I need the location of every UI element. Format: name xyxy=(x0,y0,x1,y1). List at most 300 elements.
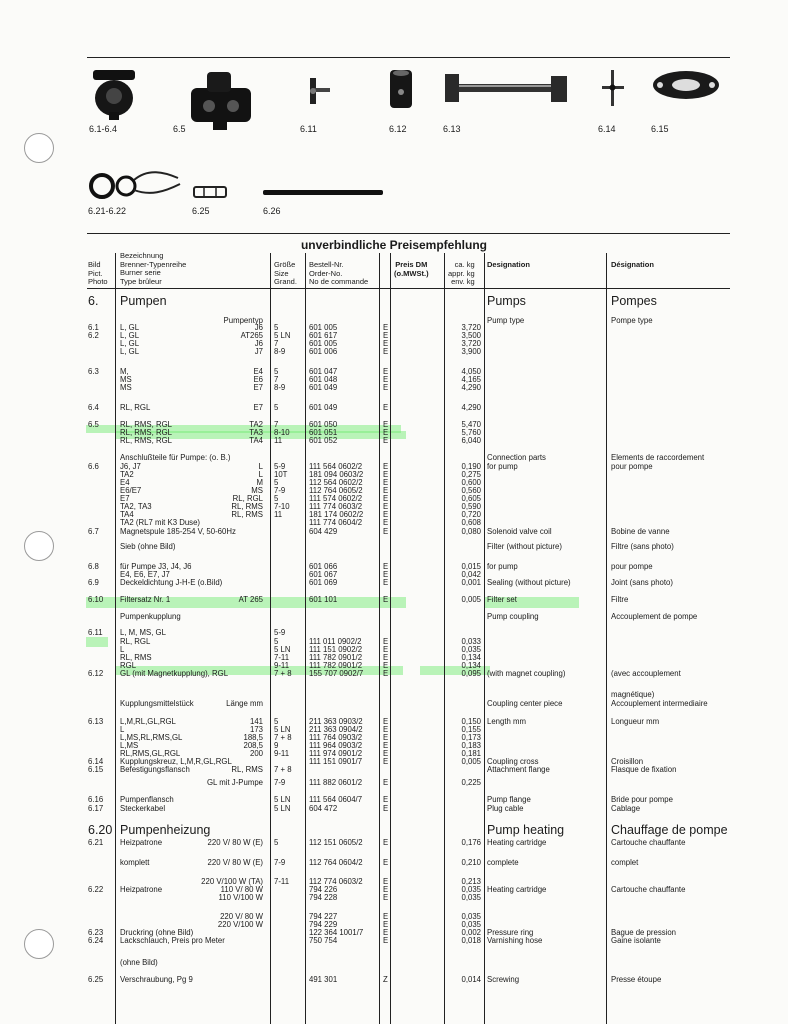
col-header-order: Bestell-Nr. Order-No. No de commande xyxy=(309,260,369,287)
type-spec: E6 xyxy=(253,375,263,384)
weight: 0,134 xyxy=(461,661,481,670)
size: 5 LN xyxy=(274,795,291,804)
order-number: 601 069 xyxy=(309,578,338,587)
col-header-price: Preis DM (o.MWSt.) xyxy=(394,260,429,278)
size: 5 LN xyxy=(274,645,291,654)
designation-fr: Joint (sans photo) xyxy=(611,578,673,587)
size: 7 xyxy=(274,375,279,384)
weight: 0,035 xyxy=(461,885,481,894)
column-divider xyxy=(305,253,306,1024)
designation-en: Connection parts xyxy=(487,453,546,462)
designation-fr: Presse étoupe xyxy=(611,975,662,984)
designation-fr: Longueur mm xyxy=(611,717,660,726)
description: Befestigungsflansch xyxy=(120,765,190,774)
size: 7 + 8 xyxy=(274,669,292,678)
price-code: E xyxy=(383,403,389,412)
size: 5 xyxy=(274,403,279,412)
designation-fr: Accouplement intermediaire xyxy=(611,699,708,708)
order-number: 111 882 0601/2 xyxy=(309,778,363,787)
image-caption: 6.13 xyxy=(443,124,461,134)
item-number: 6.15 xyxy=(88,765,104,774)
price-code: E xyxy=(383,486,389,495)
size: 9 xyxy=(274,741,279,750)
size: 5-9 xyxy=(274,462,286,471)
weight: 3,720 xyxy=(461,339,481,348)
coupling-center-icon xyxy=(387,66,415,112)
order-number: 111 574 0602/2 xyxy=(309,494,363,503)
description: L, GL xyxy=(120,323,140,332)
description: RGL xyxy=(120,661,137,670)
weight: 0,210 xyxy=(461,858,481,867)
size: 7-11 xyxy=(274,877,290,886)
header-top-rule xyxy=(87,233,730,234)
description: Kupplungskreuz, L,M,R,GL,RGL xyxy=(120,757,232,766)
price-code: E xyxy=(383,637,389,646)
designation-fr: magnétique) xyxy=(611,690,655,699)
designation-fr: Bobine de vanne xyxy=(611,527,670,536)
weight: 0,134 xyxy=(461,653,481,662)
price-code: E xyxy=(383,645,389,654)
price-code: E xyxy=(383,661,389,670)
price-code: E xyxy=(383,733,389,742)
item-number: 6.22 xyxy=(88,885,104,894)
order-number: 112 151 0605/2 xyxy=(309,838,363,847)
order-number: 112 564 0602/2 xyxy=(309,478,363,487)
description: M, xyxy=(120,367,129,376)
designation-en: Plug cable xyxy=(487,804,524,813)
image-caption: 6.26 xyxy=(263,206,281,216)
designation-en: Solenoid valve coil xyxy=(487,527,552,536)
item-number: 6.3 xyxy=(88,367,99,376)
description: E6/E7 xyxy=(120,486,142,495)
description: Sieb (ohne Bild) xyxy=(120,542,176,551)
order-number: 111 564 0604/7 xyxy=(309,795,363,804)
image-caption: 6.21-6.22 xyxy=(88,206,127,216)
size: 7-9 xyxy=(274,486,286,495)
weight: 0,608 xyxy=(461,518,481,527)
price-code: E xyxy=(383,893,389,902)
designation-en: Filter (without picture) xyxy=(487,542,562,551)
type-spec: 220 V/100 W (TA) xyxy=(201,877,263,886)
size: 9-11 xyxy=(274,661,290,670)
item-number: 6.2 xyxy=(88,331,99,340)
price-code: E xyxy=(383,562,389,571)
order-number: 601 066 xyxy=(309,562,338,571)
image-caption: 6.11 xyxy=(300,124,317,134)
type-spec: 173 xyxy=(249,725,263,734)
designation-fr: pour pompe xyxy=(611,462,653,471)
col-header-kg: ca. kg appr. kg env. kg xyxy=(448,260,475,287)
col-header-size: Größe Size Grand. xyxy=(274,260,297,287)
description: Pumpenkupplung xyxy=(120,612,181,621)
weight: 0,560 xyxy=(461,486,481,495)
header-bottom-rule xyxy=(87,288,730,289)
order-number: 181 094 0603/2 xyxy=(309,470,364,479)
description: RL, RGL xyxy=(120,637,151,646)
size: 5 xyxy=(274,494,279,503)
type-spec: 220 V/ 80 W (E) xyxy=(207,838,263,847)
size: 8-10 xyxy=(274,428,290,437)
type-spec: 208,5 xyxy=(243,741,263,750)
type-spec: L xyxy=(258,462,263,471)
weight: 5,470 xyxy=(461,420,481,429)
size: 5 LN xyxy=(274,725,291,734)
price-code: E xyxy=(383,778,389,787)
price-code: Z xyxy=(383,975,388,984)
order-number: 601 005 xyxy=(309,339,338,348)
coupling-icon xyxy=(300,76,334,106)
order-number: 794 229 xyxy=(309,920,338,929)
price-code: E xyxy=(383,420,389,429)
type-spec: J6 xyxy=(254,323,263,332)
column-divider xyxy=(606,253,607,1024)
order-number: 601 051 xyxy=(309,428,338,437)
description: E7 xyxy=(120,494,130,503)
weight: 0,035 xyxy=(461,645,481,654)
price-code: E xyxy=(383,795,389,804)
description: E4 xyxy=(120,478,130,487)
type-spec: RL, RMS xyxy=(231,502,263,511)
type-spec: 200 xyxy=(249,749,263,758)
price-code: E xyxy=(383,323,389,332)
item-number: 6.5 xyxy=(88,420,99,429)
description: RL, RMS, RGL xyxy=(120,428,172,437)
designation-en: Pump coupling xyxy=(487,612,539,621)
description: GL (mit Magnetkupplung), RGL xyxy=(120,669,229,678)
price-code: E xyxy=(383,428,389,437)
weight: 3,500 xyxy=(461,331,481,340)
heating-cartridge-icon xyxy=(88,166,183,206)
size: 7-11 xyxy=(274,653,290,662)
weight: 0,033 xyxy=(461,637,481,646)
description: Deckeldichtung J-H-E (o.Bild) xyxy=(120,578,223,587)
size: 11 xyxy=(274,510,283,519)
order-number: 601 049 xyxy=(309,383,338,392)
designation-fr: Bague de pression xyxy=(611,928,677,937)
size: 5 xyxy=(274,717,279,726)
order-number: 111 774 0604/2 xyxy=(309,518,363,527)
price-code: E xyxy=(383,749,389,758)
designation-en: Length mm xyxy=(487,717,527,726)
designation-en: complete xyxy=(487,858,519,867)
item-number: 6.6 xyxy=(88,462,99,471)
designation-fr: pour pompe xyxy=(611,562,653,571)
description: Steckerkabel xyxy=(120,804,166,813)
item-number: 6.9 xyxy=(88,578,99,587)
column-divider xyxy=(115,253,116,1024)
designation-fr: (avec accouplement xyxy=(611,669,681,678)
designation-fr: Croisillon xyxy=(611,757,644,766)
weight: 0,015 xyxy=(461,562,481,571)
price-code: E xyxy=(383,383,389,392)
type-spec: 220 V/100 W xyxy=(217,920,263,929)
description: Kupplungsmittelstück xyxy=(120,699,194,708)
price-code: E xyxy=(383,920,389,929)
size: 9-11 xyxy=(274,749,290,758)
type-spec: RL, RMS xyxy=(231,765,263,774)
hose-icon xyxy=(263,188,383,198)
description: Anschlußteile für Pumpe: (o. B.) xyxy=(120,453,231,462)
designation-fr: Cartouche chauffante xyxy=(611,838,686,847)
size: 5 xyxy=(274,367,279,376)
designation-fr: Filtre (sans photo) xyxy=(611,542,674,551)
image-caption: 6.5 xyxy=(173,124,186,134)
punch-hole xyxy=(24,929,54,959)
weight: 4,165 xyxy=(461,375,481,384)
order-number: 601 052 xyxy=(309,436,338,445)
weight: 0,183 xyxy=(461,741,481,750)
type-spec: 220 V/ 80 W xyxy=(220,912,263,921)
order-number: 601 048 xyxy=(309,375,338,384)
price-code: E xyxy=(383,510,389,519)
order-number: 111 151 0902/2 xyxy=(309,645,363,654)
description: Heizpatrone xyxy=(120,885,163,894)
description: TA2 (RL7 mit K3 Duse) xyxy=(120,518,201,527)
price-code: E xyxy=(383,578,389,587)
description: L, GL xyxy=(120,347,140,356)
weight: 0,720 xyxy=(461,510,481,519)
weight: 0,014 xyxy=(461,975,481,984)
description: RL, RMS xyxy=(120,653,152,662)
description: Filtersatz Nr. 1 xyxy=(120,595,171,604)
punch-hole xyxy=(24,531,54,561)
order-number: 211 363 0904/2 xyxy=(309,725,363,734)
price-code: E xyxy=(383,838,389,847)
price-code: E xyxy=(383,741,389,750)
weight: 0,150 xyxy=(461,717,481,726)
weight: 0,001 xyxy=(461,578,481,587)
description: Pumpenflansch xyxy=(120,795,174,804)
item-number: 6. xyxy=(88,294,99,308)
order-number: 111 782 0901/2 xyxy=(309,653,363,662)
designation-en: Pump type xyxy=(487,316,525,325)
designation-fr: Flasque de fixation xyxy=(611,765,677,774)
weight: 0,275 xyxy=(461,470,481,479)
designation-fr: complet xyxy=(611,858,639,867)
description: RL, RMS, RGL xyxy=(120,420,172,429)
type-spec: Länge mm xyxy=(226,699,263,708)
size: 5 LN xyxy=(274,804,291,813)
weight: 5,760 xyxy=(461,428,481,437)
column-divider xyxy=(484,253,485,1024)
coupling-cross-icon xyxy=(598,68,628,108)
weight: 0,018 xyxy=(461,936,481,945)
description: RL, RGL xyxy=(120,403,151,412)
type-spec: 110 V/100 W xyxy=(218,893,263,902)
image-caption: 6.14 xyxy=(598,124,616,134)
item-number: 6.4 xyxy=(88,403,99,412)
weight: 0,035 xyxy=(461,912,481,921)
price-code: E xyxy=(383,858,389,867)
weight: 0,042 xyxy=(461,570,481,579)
type-spec: E7 xyxy=(253,403,263,412)
designation-en: Varnishing hose xyxy=(487,936,543,945)
designation-en: for pump xyxy=(487,462,518,471)
weight: 0,095 xyxy=(461,669,481,678)
type-spec: 141 xyxy=(249,717,263,726)
top-rule xyxy=(87,57,730,58)
designation-fr: Bride pour pompe xyxy=(611,795,673,804)
description: Heizpatrone xyxy=(120,838,163,847)
type-spec: 188,5 xyxy=(243,733,263,742)
size: 8-9 xyxy=(274,347,286,356)
type-spec: RL, RGL xyxy=(232,494,263,503)
order-number: 155 707 0902/7 xyxy=(309,669,364,678)
highlight-mark xyxy=(86,637,108,647)
weight: 0,080 xyxy=(461,527,481,536)
description: Lackschlauch, Preis pro Meter xyxy=(120,936,225,945)
size: 7 xyxy=(274,420,279,429)
weight: 3,720 xyxy=(461,323,481,332)
order-number: 122 364 1001/7 xyxy=(309,928,364,937)
description: TA2 xyxy=(120,470,134,479)
order-number: 794 226 xyxy=(309,885,338,894)
price-code: E xyxy=(383,436,389,445)
weight: 0,605 xyxy=(461,494,481,503)
weight: 0,225 xyxy=(461,778,481,787)
size: 5-9 xyxy=(274,628,286,637)
designation-fr: Cablage xyxy=(611,804,641,813)
size: 8-9 xyxy=(274,383,286,392)
size: 5 LN xyxy=(274,331,291,340)
type-spec: J7 xyxy=(254,347,263,356)
order-number: 112 764 0605/2 xyxy=(309,486,363,495)
designation-en: Heating cartridge xyxy=(487,885,547,894)
designation-en: Pressure ring xyxy=(487,928,534,937)
description: komplett xyxy=(120,858,150,867)
item-number: 6.13 xyxy=(88,717,104,726)
order-number: 111 964 0903/2 xyxy=(309,741,363,750)
order-number: 111 974 0901/2 xyxy=(309,749,363,758)
order-number: 111 564 0602/2 xyxy=(309,462,363,471)
type-spec: Pumpentyp xyxy=(223,316,263,325)
price-code: E xyxy=(383,339,389,348)
weight: 4,290 xyxy=(461,403,481,412)
designation-fr: Accouplement de pompe xyxy=(611,612,698,621)
price-code: E xyxy=(383,367,389,376)
designation-en: Coupling center piece xyxy=(487,699,563,708)
price-code: E xyxy=(383,570,389,579)
description: L xyxy=(120,725,125,734)
description: MS xyxy=(120,375,132,384)
description: E4, E6, E7, J7 xyxy=(120,570,170,579)
page-title: unverbindliche Preisempfehlung xyxy=(300,238,488,252)
type-spec: TA2 xyxy=(249,420,263,429)
size: 11 xyxy=(274,436,283,445)
size: 5 xyxy=(274,838,279,847)
order-number: 601 006 xyxy=(309,347,338,356)
order-number: 601 067 xyxy=(309,570,338,579)
description: L, GL xyxy=(120,339,140,348)
pump-icon xyxy=(189,70,253,132)
order-number: 181 174 0602/2 xyxy=(309,510,364,519)
order-number: 601 050 xyxy=(309,420,338,429)
size: 7-10 xyxy=(274,502,290,511)
size: 7-9 xyxy=(274,858,286,867)
designation-en: (with magnet coupling) xyxy=(487,669,566,678)
designation-fr: Elements de raccordement xyxy=(611,453,705,462)
description: TA4 xyxy=(120,510,134,519)
designation-en: Pumps xyxy=(487,294,526,308)
description: L, M, MS, GL xyxy=(120,628,166,637)
order-number: 601 047 xyxy=(309,367,338,376)
type-spec: 110 V/ 80 W xyxy=(220,885,263,894)
item-number: 6.17 xyxy=(88,804,104,813)
order-number: 111 782 0901/2 xyxy=(309,661,363,670)
type-spec: RL, RMS xyxy=(231,510,263,519)
description: L,M,RL,GL,RGL xyxy=(120,717,176,726)
description: L,MS,RL,RMS,GL xyxy=(120,733,183,742)
designation-fr: Cartouche chauffante xyxy=(611,885,686,894)
size: 10T xyxy=(274,470,288,479)
price-code: E xyxy=(383,757,389,766)
description: TA2, TA3 xyxy=(120,502,152,511)
image-caption: 6.1-6.4 xyxy=(89,124,118,134)
order-number: 601 049 xyxy=(309,403,338,412)
column-divider xyxy=(270,253,271,1024)
pump-icon xyxy=(89,66,139,121)
order-number: 211 363 0903/2 xyxy=(309,717,363,726)
order-number: 491 301 xyxy=(309,975,338,984)
description: Pumpen xyxy=(120,294,167,308)
designation-en: Heating cartridge xyxy=(487,838,547,847)
type-spec: GL mit J-Pumpe xyxy=(206,778,263,787)
item-number: 6.14 xyxy=(88,757,104,766)
price-code: E xyxy=(383,717,389,726)
designation-en: Pump flange xyxy=(487,795,531,804)
description: Druckring (ohne Bild) xyxy=(120,928,194,937)
order-number: 112 764 0604/2 xyxy=(309,858,363,867)
col-header-bezeichnung: Bezeichnung Brenner-Typenreihe Burner serie Type brûleur xyxy=(120,251,187,286)
size: 7-9 xyxy=(274,778,286,787)
punch-hole xyxy=(24,133,54,163)
size: 7 + 8 xyxy=(274,733,292,742)
price-code: E xyxy=(383,347,389,356)
price-code: E xyxy=(383,912,389,921)
description: für Pumpe J3, J4, J6 xyxy=(120,562,192,571)
description: MS xyxy=(120,383,132,392)
designation-en: for pump xyxy=(487,562,518,571)
order-number: 111 774 0603/2 xyxy=(309,502,363,511)
size: 7 + 8 xyxy=(274,765,292,774)
order-number: 111 011 0902/2 xyxy=(309,637,362,646)
price-code: E xyxy=(383,478,389,487)
col-header-designation-en: Designation xyxy=(487,260,530,269)
type-spec: E7 xyxy=(253,383,263,392)
order-number: 112 774 0603/2 xyxy=(309,877,363,886)
type-spec: MS xyxy=(251,486,263,495)
weight: 0,213 xyxy=(461,877,481,886)
image-caption: 6.12 xyxy=(389,124,407,134)
item-number: 6.10 xyxy=(88,595,104,604)
weight: 0,002 xyxy=(461,928,481,937)
item-number: 6.12 xyxy=(88,669,104,678)
weight: 0,190 xyxy=(461,462,481,471)
designation-en: Sealing (without picture) xyxy=(487,578,571,587)
type-spec: L xyxy=(258,470,263,479)
designation-fr: Pompes xyxy=(611,294,657,308)
price-code: E xyxy=(383,518,389,527)
price-code: E xyxy=(383,877,389,886)
designation-fr: Chauffage de pompe xyxy=(611,823,728,837)
description: L xyxy=(120,645,125,654)
price-code: E xyxy=(383,331,389,340)
price-code: E xyxy=(383,375,389,384)
price-code: E xyxy=(383,494,389,503)
item-number: 6.20 xyxy=(88,823,113,837)
price-code: E xyxy=(383,928,389,937)
designation-fr: Pompe type xyxy=(611,316,653,325)
